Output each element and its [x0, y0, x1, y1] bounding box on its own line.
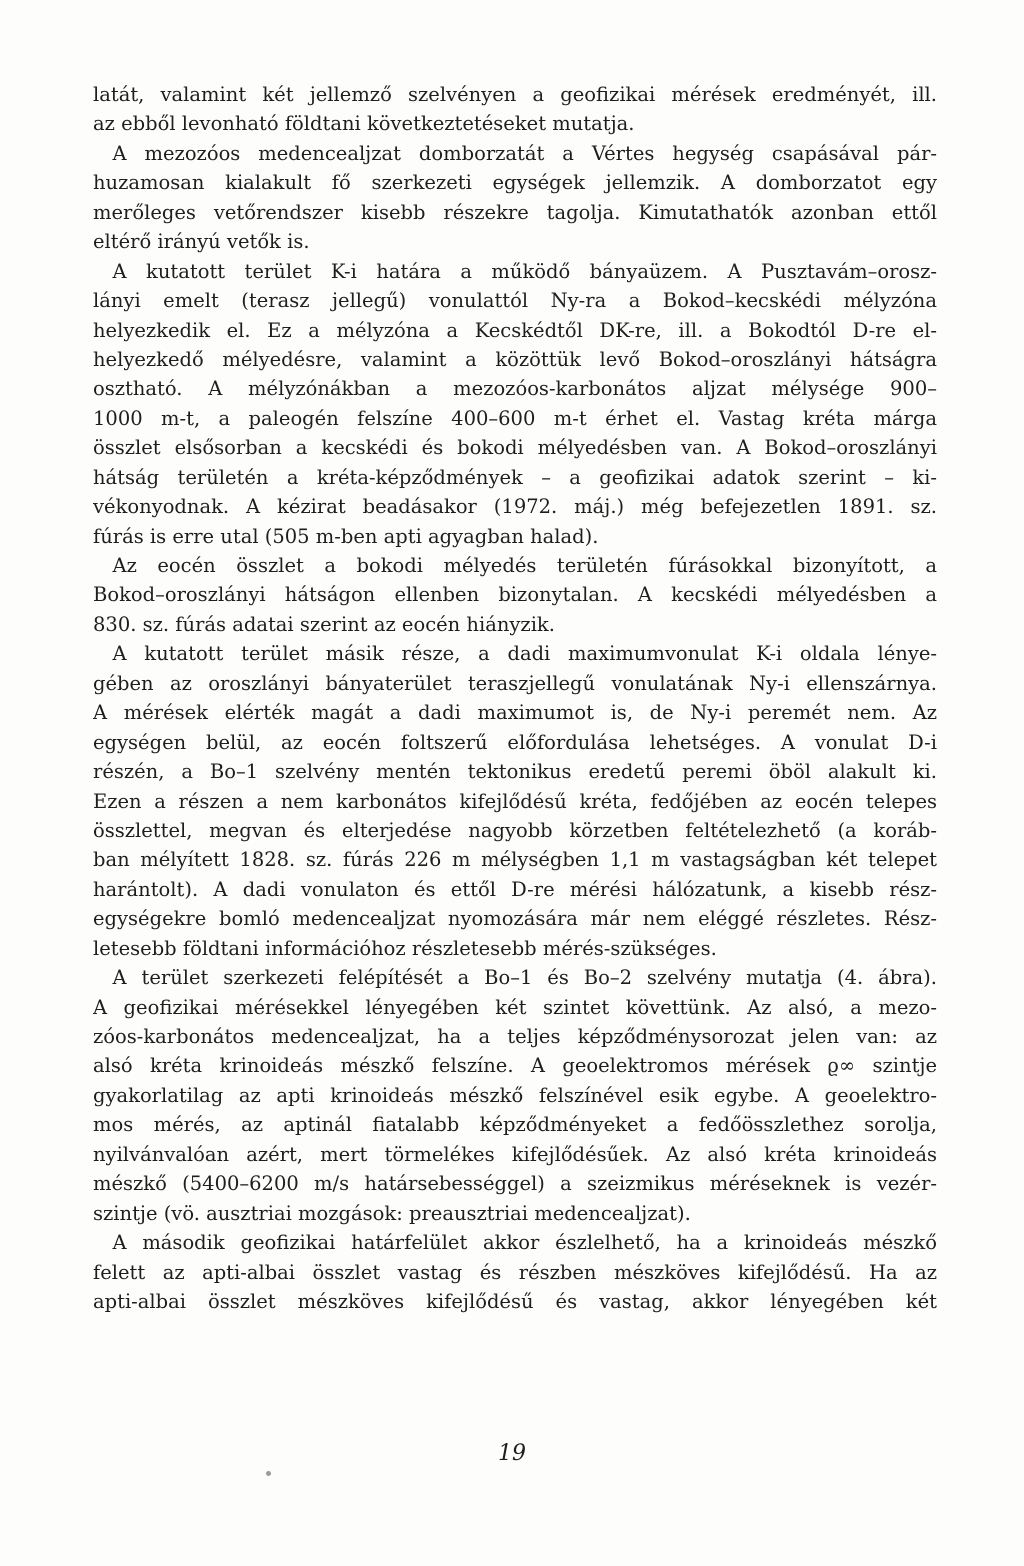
text-line: összlet elsősorban a kecskédi és bokodi mélyedésben van. A Bokod–oroszlányi: [93, 436, 937, 460]
text-line: gében az oroszlányi bányaterület teraszjellegű vonulatának Ny-i ellenszárnya.: [93, 671, 937, 695]
text-line: latát, valamint két jellemző szelvényen a geofizikai mérések eredményét, ill.: [93, 83, 937, 106]
text-line: egységen belül, az eocén foltszerű előfordulása lehetséges. A vonulat D-i: [93, 730, 937, 754]
text-line: alsó kréta krinoideás mészkő felszíne. A geoelektromos mérések ϱ∞ szintje: [93, 1054, 937, 1078]
page-number: 19: [498, 1441, 526, 1466]
text-line: fúrás is erre utal (505 m-ben apti agyagban halad).: [93, 524, 599, 548]
text-line: A terület szerkezeti felépítését a Bo–1 és Bo–2 szelvény mutatja (4. ábra).: [93, 966, 937, 990]
text-line: helyezkedik el. Ez a mélyzóna a Kecskédtől DK-re, ill. a Bokodtól D-re el-: [93, 318, 937, 342]
ink-speck: [266, 1471, 271, 1476]
text-line: A kutatott terület másik része, a dadi maximumvonulat K-i oldala lénye-: [93, 642, 937, 666]
text-line: A geofizikai mérésekkel lényegében két szintet követtünk. Az alsó, a mezo-: [93, 995, 937, 1019]
text-line: mészkő (5400–6200 m/s határsebességgel) a szeizmikus méréseknek is vezér-: [93, 1172, 937, 1196]
text-line: A mezozóos medencealjzat domborzatát a Vértes hegység csapásával pár-: [93, 141, 937, 165]
text-line: nyilvánvalóan azért, mert törmelékes kifejlődésűek. Az alsó kréta krinoideás: [93, 1142, 937, 1166]
text-line: egységekre bomló medencealjzat nyomozására már nem eléggé részletes. Rész-: [93, 907, 937, 931]
text-line: Az eocén összlet a bokodi mélyedés területén fúrásokkal bizonyított, a: [93, 554, 937, 577]
text-line: osztható. A mélyzónákban a mezozóos-karbonátos aljzat mélysége 900–: [93, 377, 937, 401]
text-line: ban mélyített 1828. sz. fúrás 226 m mélységben 1,1 m vastagságban két telepet: [93, 848, 937, 872]
text-line: szintje (vö. ausztriai mozgások: preausztriai medencealjzat).: [93, 1201, 691, 1225]
text-line: Bokod–oroszlányi hátságon ellenben bizonytalan. A kecskédi mélyedésben a: [93, 583, 937, 607]
text-line: gyakorlatilag az apti krinoideás mészkő felszínével esik egybe. A geoelektro-: [93, 1083, 937, 1107]
text-line: harántolt). A dadi vonulaton és ettől D-re mérési hálózatunk, a kisebb rész-: [93, 877, 937, 901]
text-line: lányi emelt (terasz jellegű) vonulattól Ny-ra a Bokod–kecskédi mélyzóna: [93, 289, 937, 313]
text-line: az ebből levonható földtani következtetéseket mutatja.: [93, 112, 635, 136]
text-line: huzamosan kialakult fő szerkezeti egységek jellemzik. A domborzatot egy: [93, 171, 937, 195]
text-line: zóos-karbonátos medencealjzat, ha a teljes képződménysorozat jelen van: az: [93, 1025, 937, 1048]
text-line: A mérések elérték magát a dadi maximumot is, de Ny-i peremét nem. Az: [93, 701, 937, 725]
text-line: 1000 m-t, a paleogén felszíne 400–600 m-t érhet el. Vastag kréta márga: [93, 406, 937, 430]
text-line: letesebb földtani információhoz részletesebb mérés-szükséges.: [93, 936, 717, 960]
text-line: hátság területén a kréta-képződmények – a geofizikai adatok szerint – ki-: [93, 465, 937, 489]
text-line: 830. sz. fúrás adatai szerint az eocén hiányzik.: [93, 612, 555, 636]
text-line: helyezkedő mélyedésre, valamint a közöttük levő Bokod–oroszlányi hátságra: [93, 347, 937, 371]
text-line: mos mérés, az aptinál fiatalabb képződményeket a fedőösszlethez sorolja,: [93, 1113, 937, 1137]
text-line: Ezen a részen a nem karbonátos kifejlődésű kréta, fedőjében az eocén telepes: [93, 789, 937, 813]
text-line: eltérő irányú vetők is.: [93, 230, 310, 254]
text-line: felett az apti-albai összlet vastag és részben mészköves kifejlődésű. Ha az: [93, 1260, 937, 1284]
text-line: részén, a Bo–1 szelvény mentén tektonikus eredetű peremi öböl alakult ki.: [93, 760, 937, 784]
text-line: merőleges vetőrendszer kisebb részekre tagolja. Kimutathatók azonban ettől: [93, 200, 937, 224]
page-body: [93, 80, 937, 1316]
text-line: apti-albai összlet mészköves kifejlődésű és vastag, akkor lényegében két: [93, 1289, 937, 1313]
text-line: összlettel, megvan és elterjedése nagyobb körzetben feltételezhető (a koráb-: [93, 818, 937, 842]
text-line: vékonyodnak. A kézirat beadásakor (1972. máj.) még befejezetlen 1891. sz.: [93, 495, 937, 519]
text-line: A kutatott terület K-i határa a működő bányaüzem. A Pusztavám–orosz-: [93, 259, 937, 283]
text-line: A második geofizikai határfelület akkor észlelhető, ha a krinoideás mészkő: [93, 1231, 937, 1255]
